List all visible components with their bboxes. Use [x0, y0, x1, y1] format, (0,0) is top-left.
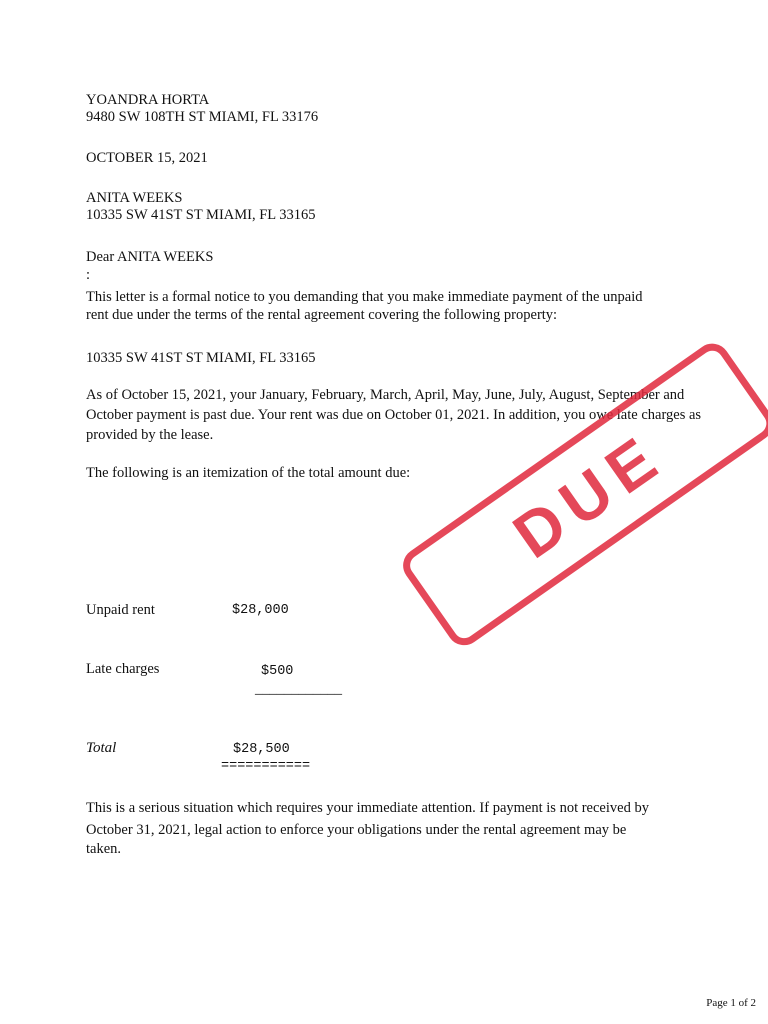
unpaid-rent-label: Unpaid rent — [86, 602, 155, 618]
page-number: Page 1 of 2 — [706, 997, 756, 1009]
late-charges-label: Late charges — [86, 661, 160, 677]
closing-line-1: This is a serious situation which requires your immediate attention. If payment is not received by — [86, 800, 649, 816]
sender-name: YOANDRA HORTA — [86, 92, 210, 108]
recipient-name: ANITA WEEKS — [86, 190, 183, 206]
unpaid-rent-value: $28,000 — [232, 603, 289, 618]
closing-line-3: taken. — [86, 841, 122, 857]
past-due-line-2: October payment is past due. Your rent was due on October 01, 2021. In addition, you owe late charges as — [86, 407, 702, 423]
itemization-intro: The following is an itemization of the total amount due: — [86, 465, 411, 481]
property-address: 10335 SW 41ST ST MIAMI, FL 33165 — [86, 350, 316, 366]
salutation-colon: : — [86, 267, 91, 283]
total-rule: =========== — [221, 759, 311, 774]
total-value: $28,500 — [233, 742, 290, 757]
letter-date: OCTOBER 15, 2021 — [86, 150, 208, 166]
closing-line-2: October 31, 2021, legal action to enforce your obligations under the rental agreement may be — [86, 822, 627, 838]
subtotal-rule: ____________ — [255, 681, 342, 697]
notice-line-2: rent due under the terms of the rental agreement covering the following property: — [86, 307, 558, 323]
due-stamp-text: DUE — [500, 418, 678, 573]
recipient-address: 10335 SW 41ST ST MIAMI, FL 33165 — [86, 207, 316, 223]
sender-address: 9480 SW 108TH ST MIAMI, FL 33176 — [86, 109, 319, 125]
total-label: Total — [86, 740, 117, 756]
late-charges-value: $500 — [261, 664, 294, 679]
salutation: Dear ANITA WEEKS — [86, 249, 214, 265]
due-stamp — [390, 331, 768, 659]
notice-line-1: This letter is a formal notice to you demanding that you make immediate payment of the unpaid — [86, 289, 643, 305]
past-due-line-1: As of October 15, 2021, your January, February, March, April, May, June, July, August, September and — [86, 387, 685, 403]
past-due-line-3: provided by the lease. — [86, 427, 214, 443]
